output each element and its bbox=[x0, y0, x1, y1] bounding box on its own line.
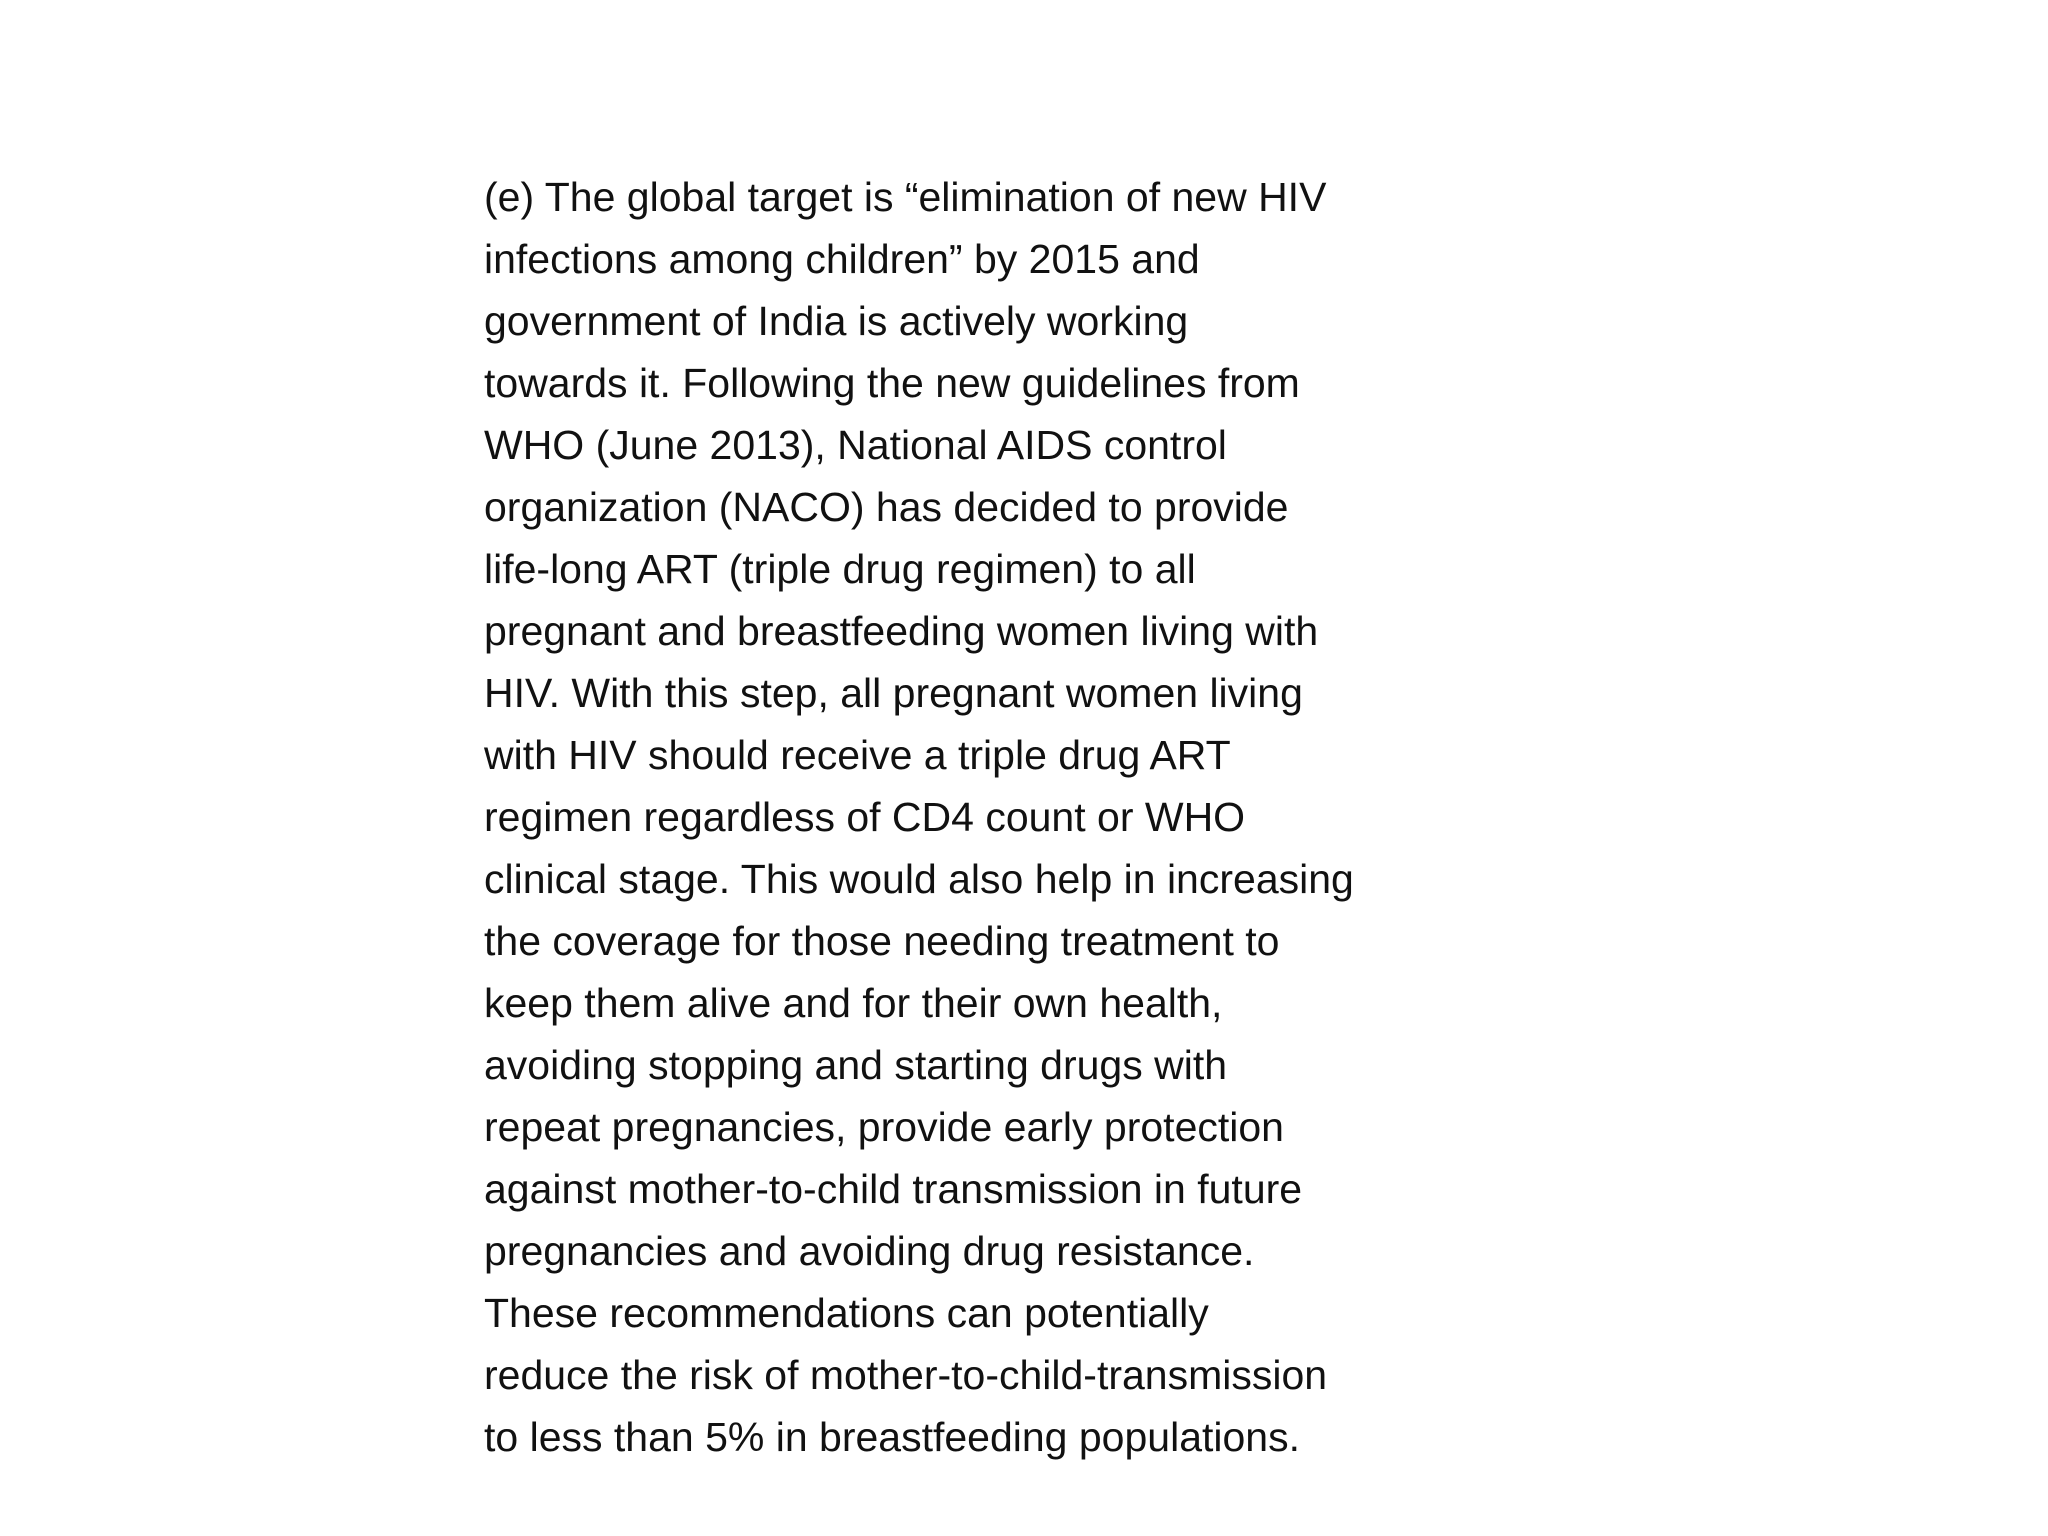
body-line: avoiding stopping and starting drugs with bbox=[484, 1042, 1228, 1088]
body-line: against mother-to-child transmission in future bbox=[484, 1166, 1303, 1212]
body-line: pregnancies and avoiding drug resistance. bbox=[484, 1228, 1255, 1274]
body-line: WHO (June 2013), National AIDS control bbox=[484, 422, 1227, 468]
body-line: clinical stage. This would also help in increasing bbox=[484, 856, 1354, 902]
body-line: to less than 5% in breastfeeding populations. bbox=[484, 1414, 1300, 1460]
body-line: (e) The global target is “elimination of new HIV bbox=[484, 174, 1327, 220]
body-line: towards it. Following the new guidelines from bbox=[484, 360, 1300, 406]
body-line: life-long ART (triple drug regimen) to all bbox=[484, 546, 1196, 592]
body-line: organization (NACO) has decided to provide bbox=[484, 484, 1289, 530]
body-line: infections among children” by 2015 and bbox=[484, 236, 1200, 282]
body-line: government of India is actively working bbox=[484, 298, 1189, 344]
body-line: reduce the risk of mother-to-child-transmission bbox=[484, 1352, 1328, 1398]
body-line: with HIV should receive a triple drug ART bbox=[484, 732, 1231, 778]
body-line: keep them alive and for their own health, bbox=[484, 980, 1223, 1026]
body-line: pregnant and breastfeeding women living with bbox=[484, 608, 1319, 654]
body-text bbox=[484, 166, 1564, 1468]
body-line: the coverage for those needing treatment to bbox=[484, 918, 1280, 964]
body-line: These recommendations can potentially bbox=[484, 1290, 1209, 1336]
body-line: HIV. With this step, all pregnant women living bbox=[484, 670, 1303, 716]
body-line: repeat pregnancies, provide early protection bbox=[484, 1104, 1284, 1150]
body-line: regimen regardless of CD4 count or WHO bbox=[484, 794, 1246, 840]
